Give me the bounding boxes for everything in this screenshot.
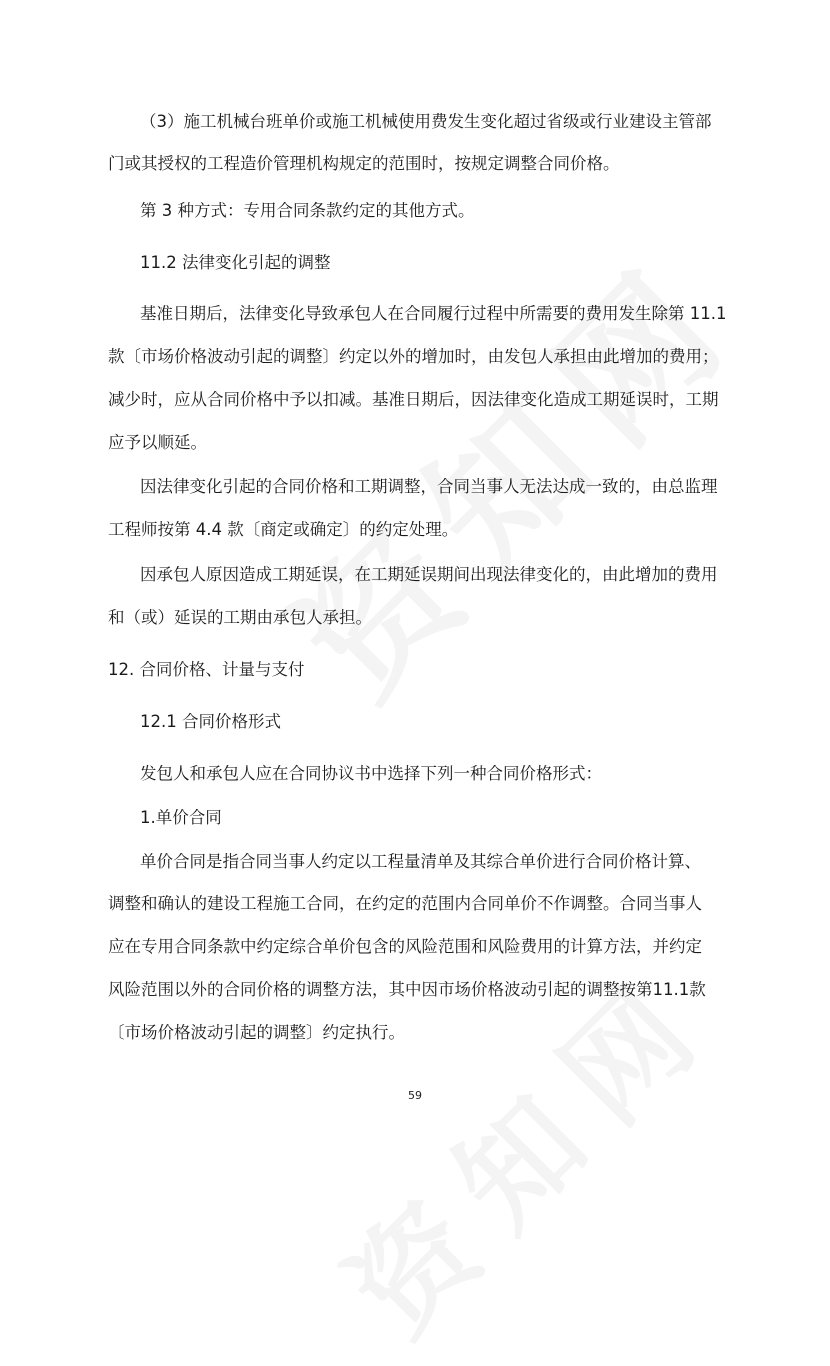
text-line-5: 基准日期后，法律变化导致承包人在合同履行过程中所需要的费用发生除第 11.1 [140,304,727,323]
text-line-17: 单价合同是指合同当事人约定以工程量清单及其综合单价进行合同价格计算、 [140,852,701,871]
text-line-12: 和（或）延误的工期由承包人承担。 [108,608,372,627]
text-line-11: 因承包人原因造成工期延误，在工期延误期间出现法律变化的，由此增加的费用 [140,565,718,584]
text-line-21: 〔市场价格波动引起的调整〕约定执行。 [108,1023,405,1042]
chapter-heading-12: 12. 合同价格、计量与支付 [108,660,305,679]
section-heading-12-1: 12.1 合同价格形式 [140,712,281,731]
section-heading-11-2: 11.2 法律变化引起的调整 [140,253,331,272]
text-line-18: 调整和确认的建设工程施工合同，在约定的范围内合同单价不作调整。合同当事人 [108,894,702,913]
watermark [243,201,778,736]
text-line-10: 工程师按第 4.4 款〔商定或确定〕的约定处理。 [108,520,459,539]
text-line-6: 款〔市场价格波动引起的调整〕约定以外的增加时，由发包人承担由此增加的费用； [108,347,719,366]
text-line-3: 第 3 种方式：专用合同条款约定的其他方式。 [140,201,475,220]
text-line-15: 发包人和承包人应在合同协议书中选择下列一种合同价格形式： [140,764,602,783]
text-line-20: 风险范围以外的合同价格的调整方法，其中因市场价格波动引起的调整按第11.1款 [108,980,706,999]
text-line-19: 应在专用合同条款中约定综合单价包含的风险范围和风险费用的计算方法，并约定 [108,937,702,956]
page-number: 59 [408,1089,422,1102]
text-line-9: 因法律变化引起的合同价格和工期调整，合同当事人无法达成一致的，由总监理 [140,477,718,496]
text-line-1: （3）施工机械台班单价或施工机械使用费发生变化超过省级或行业建设主管部 [140,112,712,131]
text-line-7: 减少时，应从合同价格中予以扣减。基准日期后，因法律变化造成工期延误时，工期 [108,390,719,409]
subheading-unit-price: 1.单价合同 [140,808,222,827]
text-line-2: 门或其授权的工程造价管理机构规定的范围时，按规定调整合同价格。 [108,154,620,173]
text-line-8: 应予以顺延。 [108,433,207,452]
